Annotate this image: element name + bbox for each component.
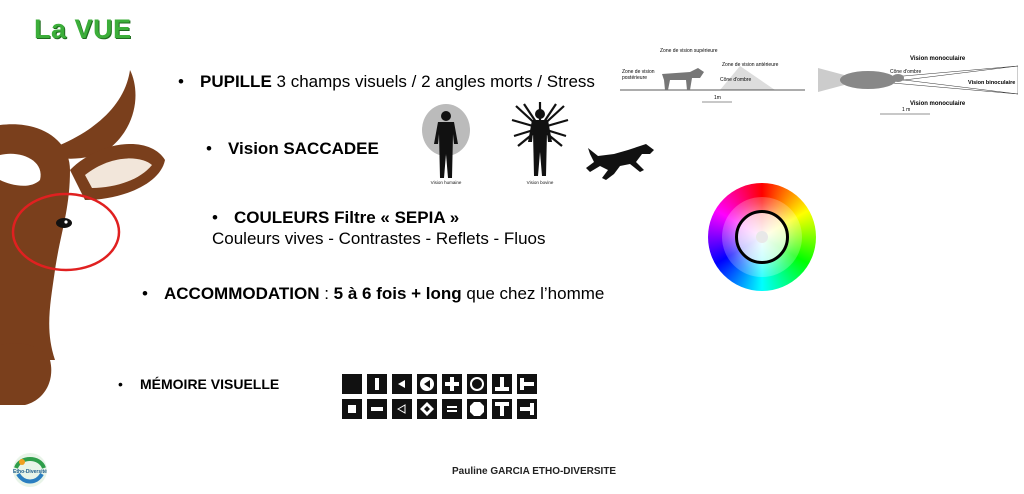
human-silhouette-icon <box>420 104 472 180</box>
bullet-saccadee <box>206 139 379 159</box>
saccadee-label: Vision SACCADEE <box>228 139 379 158</box>
bullet-dot: • <box>178 72 184 91</box>
cone-top-label: Cône d'ombre <box>890 69 922 75</box>
dist-label: 1m <box>714 95 721 101</box>
symbol-left-arrow-outline <box>392 399 412 419</box>
memoire-label: MÉMOIRE VISUELLE <box>140 376 280 392</box>
logo-text: Etho-Diversité <box>13 469 47 475</box>
symbol-ring <box>467 374 487 394</box>
symbol-t-shape <box>492 399 512 419</box>
pupille-text: 3 champs visuels / 2 angles morts / Stress <box>271 72 595 91</box>
zone-ant-label: Zone de vision antérieure <box>722 62 779 68</box>
pupille-label: PUPILLE <box>200 72 272 91</box>
running-dog-icon <box>584 140 656 184</box>
accommodation-value: 5 à 6 fois + long <box>333 284 462 303</box>
bino-label: Vision binoculaire <box>968 80 1016 86</box>
mono1-label: Vision monoculaire <box>910 56 966 62</box>
symbol-vbar <box>367 374 387 394</box>
symbol-reverse-l <box>517 399 537 419</box>
bullet-memoire <box>118 376 279 392</box>
symbol-grid <box>342 374 538 420</box>
symbol-solid <box>342 374 362 394</box>
bullet-couleurs <box>212 208 459 228</box>
color-wheel-icon <box>708 183 816 291</box>
mono2-label: Vision monoculaire <box>910 101 966 107</box>
bullet-accommodation <box>142 284 604 304</box>
bullet-dot: • <box>118 376 123 392</box>
dist-top-label: 1 m <box>902 107 911 113</box>
bovine-label: Vision bovine <box>526 180 554 185</box>
symbol-left-triangle <box>392 374 412 394</box>
accommodation-text: que chez l’homme <box>461 284 605 303</box>
bullet-pupille <box>178 72 595 92</box>
symbol-equals <box>442 399 462 419</box>
accommodation-sep: : <box>319 284 334 303</box>
symbol-plus <box>442 374 462 394</box>
symbol-circle-triangle <box>417 374 437 394</box>
etho-diversite-logo <box>10 450 50 490</box>
bullet-dot: • <box>142 284 148 303</box>
bovine-silhouette-icon <box>510 102 570 178</box>
side-vision-diagram <box>620 44 805 116</box>
accommodation-label: ACCOMMODATION <box>164 284 320 303</box>
cone-label: Cône d'ombre <box>720 77 752 83</box>
human-label: Vision humaine <box>430 180 462 185</box>
symbol-l-shape <box>517 374 537 394</box>
top-vision-diagram <box>818 48 1018 120</box>
symbol-diamond <box>417 399 437 419</box>
page-title: La VUE <box>34 14 132 44</box>
symbol-hbar <box>367 399 387 419</box>
zone-sup-label: Zone de vision supérieure <box>660 48 718 54</box>
bullet-dot: • <box>206 139 212 158</box>
symbol-octagon <box>467 399 487 419</box>
zone-post-label: Zone de vision <box>622 69 655 75</box>
zone-post-label-2: postérieure <box>622 75 648 81</box>
cow-head-illustration <box>0 60 175 405</box>
bullet-dot: • <box>212 208 218 227</box>
symbol-square <box>342 399 362 419</box>
couleurs-line2: Couleurs vives - Contrastes - Reflets - Fluos <box>212 229 546 248</box>
footer-credit: Pauline GARCIA ETHO-DIVERSITE <box>452 466 617 477</box>
couleurs-label: COULEURS Filtre « SEPIA » <box>234 208 460 227</box>
symbol-inverted-t <box>492 374 512 394</box>
